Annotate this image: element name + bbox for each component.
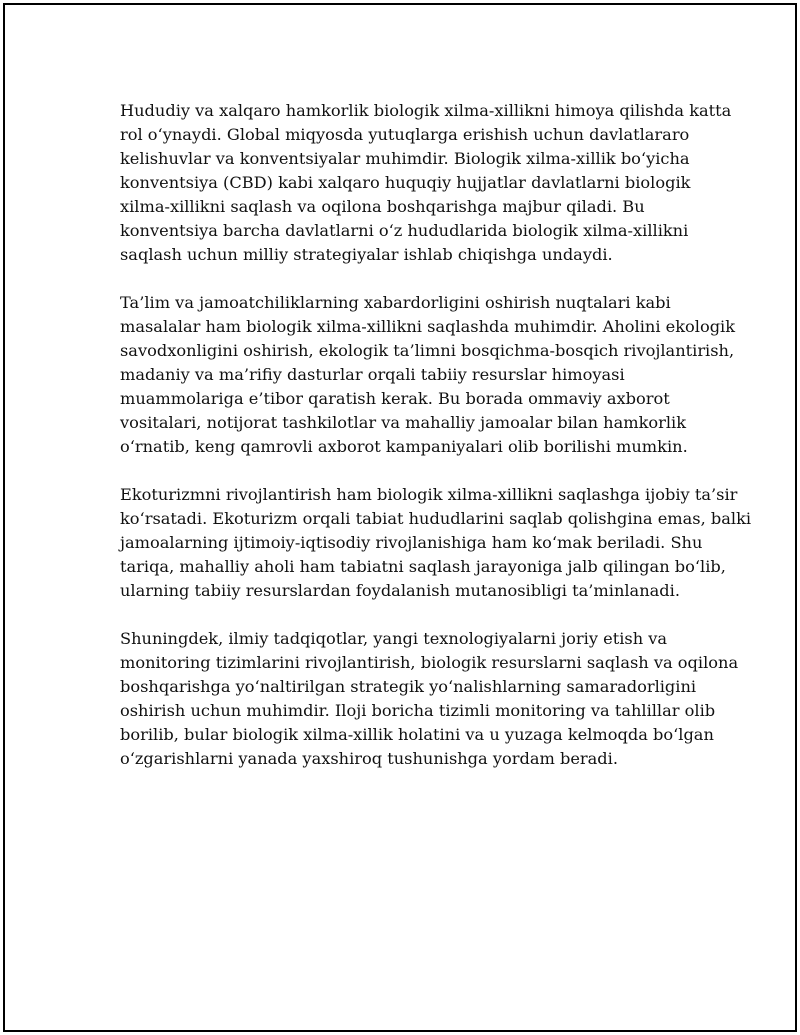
text-line: saqlash uchun milliy strategiyalar ishlab chiqishga undaydi. bbox=[120, 245, 613, 264]
text-line: tariqa, mahalliy aholi ham tabiatni saqlash jarayoniga jalb qilingan bo‘lib, bbox=[120, 557, 726, 576]
text-line: vositalari, notijorat tashkilotlar va mahalliy jamoalar bilan hamkorlik bbox=[120, 413, 687, 432]
text-line: borilib, bular biologik xilma-xillik holatini va u yuzaga kelmoqda bo‘lgan bbox=[120, 725, 714, 744]
text-line: kelishuvlar va konventsiyalar muhimdir. Biologik xilma-xillik bo‘yicha bbox=[120, 149, 690, 168]
text-line: boshqarishga yo‘naltirilgan strategik yo‘nalishlarning samaradorligini bbox=[120, 677, 697, 696]
text-line: masalalar ham biologik xilma-xillikni saqlashda muhimdir. Aholini ekologik bbox=[120, 317, 736, 336]
text-line: Ta’lim va jamoatchiliklarning xabardorligini oshirish nuqtalari kabi bbox=[120, 293, 671, 312]
text-line: ularning tabiiy resurslardan foydalanish mutanosibligi ta’minlanadi. bbox=[120, 581, 680, 600]
paragraph-4 bbox=[120, 627, 739, 771]
text-line: jamoalarning ijtimoiy-iqtisodiy rivojlanishiga ham ko‘mak beriladi. Shu bbox=[120, 533, 703, 552]
text-line: Shuningdek, ilmiy tadqiqotlar, yangi texnologiyalarni joriy etish va bbox=[120, 629, 668, 648]
text-line: rol o‘ynaydi. Global miqyosda yutuqlarga erishish uchun davlatlararo bbox=[120, 125, 690, 144]
text-line: Ekoturizmni rivojlantirish ham biologik xilma-xillikni saqlashga ijobiy ta’sir bbox=[120, 485, 738, 504]
text-line: oshirish uchun muhimdir. Iloji boricha tizimli monitoring va tahlillar olib bbox=[120, 701, 716, 720]
paragraph-3 bbox=[120, 483, 752, 603]
text-line: savodxonligini oshirish, ekologik ta’limni bosqichma-bosqich rivojlantirish, bbox=[120, 341, 735, 360]
paragraph-1 bbox=[120, 99, 732, 267]
text-line: madaniy va ma’rifiy dasturlar orqali tabiiy resurslar himoyasi bbox=[120, 365, 625, 384]
text-line: Hududiy va xalqaro hamkorlik biologik xilma-xillikni himoya qilishda katta bbox=[120, 101, 732, 120]
text-line: o‘rnatib, keng qamrovli axborot kampaniyalari olib borilishi mumkin. bbox=[120, 437, 688, 456]
text-line: ko‘rsatadi. Ekoturizm orqali tabiat hududlarini saqlab qolishgina emas, balki bbox=[120, 509, 752, 528]
paragraph-2 bbox=[120, 291, 736, 459]
text-line: monitoring tizimlarini rivojlantirish, biologik resurslarni saqlash va oqilona bbox=[120, 653, 739, 672]
text-line: konventsiya (CBD) kabi xalqaro huquqiy hujjatlar davlatlarni biologik bbox=[120, 173, 691, 192]
text-line: konventsiya barcha davlatlarni o‘z hududlarida biologik xilma-xillikni bbox=[120, 221, 689, 240]
document-page bbox=[3, 3, 797, 1032]
text-line: o‘zgarishlarni yanada yaxshiroq tushunishga yordam beradi. bbox=[120, 749, 618, 768]
text-line: xilma-xillikni saqlash va oqilona boshqarishga majbur qiladi. Bu bbox=[120, 197, 645, 216]
text-line: muammolariga e’tibor qaratish kerak. Bu borada ommaviy axborot bbox=[120, 389, 670, 408]
document-body bbox=[120, 99, 752, 795]
